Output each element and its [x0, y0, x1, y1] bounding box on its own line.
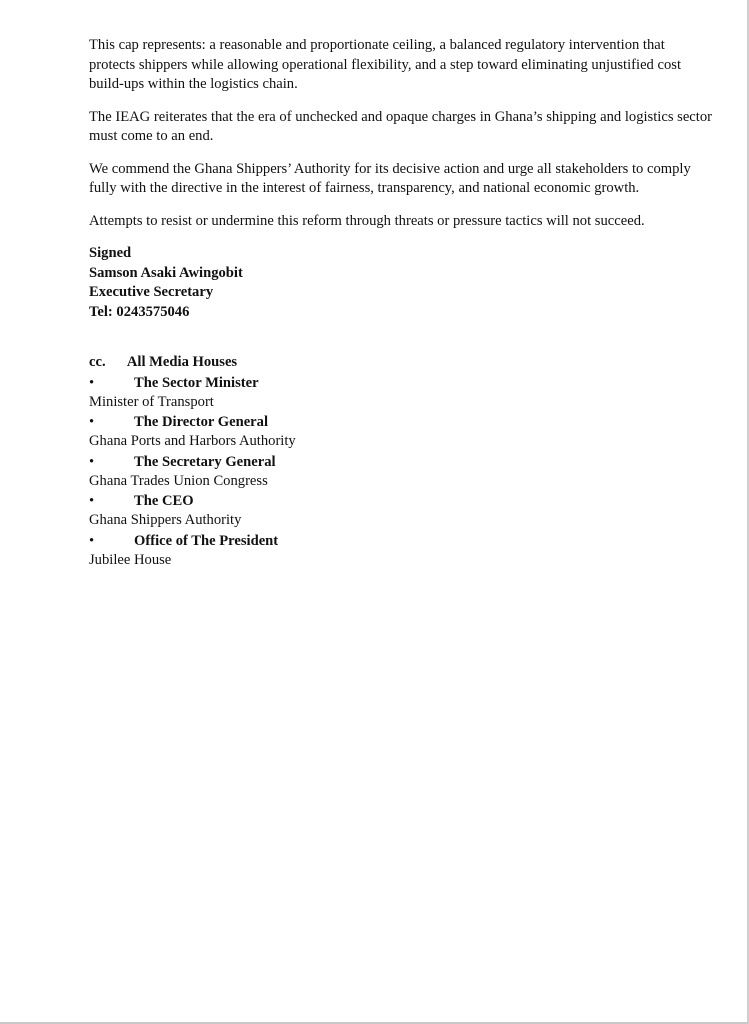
bullet: •: [89, 374, 95, 391]
signatory-position: Executive Secretary: [89, 284, 214, 300]
cc-heading: [89, 353, 714, 373]
cc-item-title: The Director General: [134, 414, 269, 430]
cc-first-recipient: All Media Houses: [126, 354, 238, 370]
cc-item-org: Ghana Trades Union Congress: [89, 472, 268, 489]
cc-item: [89, 412, 714, 452]
paragraph-attempts: Attempts to resist or undermine this reform through threats or pressure tactics will not succeed.: [89, 212, 645, 229]
cc-label: cc.: [89, 354, 106, 370]
bullet: •: [89, 453, 95, 470]
cc-item-org: Ghana Shippers Authority: [89, 512, 242, 528]
cc-item-org: Ghana Ports and Harbors Authority: [89, 433, 296, 449]
document-content: [89, 36, 714, 570]
signature-block: [89, 244, 714, 322]
bullet: •: [89, 493, 95, 509]
cc-item-title: Office of The President: [134, 532, 279, 549]
cc-item: [89, 373, 714, 413]
cc-item-org: Minister of Transport: [89, 393, 214, 410]
cc-item-title: The Secretary General: [134, 453, 276, 470]
bullet: •: [89, 532, 95, 549]
cc-item: [89, 491, 714, 531]
signatory-name: Samson Asaki Awingobit: [89, 264, 243, 281]
signed-label: Signed: [89, 245, 132, 261]
paragraph-cap: This cap represents: a reasonable and proportionate ceiling, a balanced regulatory intervention that protects shippers while allowing operational flexibility, and a step toward eliminating unjustified cost build-ups within the logistics chain.: [89, 37, 681, 92]
paragraph-commend: We commend the Ghana Shippers’ Authority for its decisive action and urge all stakeholders to comply fully with the directive in the interest of fairness, transparency, and national economic growth.: [89, 160, 691, 196]
cc-item: [89, 531, 714, 571]
signatory-tel: Tel: 0243575046: [89, 303, 190, 320]
bullet: •: [89, 414, 95, 430]
cc-item: [89, 452, 714, 492]
cc-item-org: Jubilee House: [89, 551, 172, 568]
paragraph-ieag: The IEAG reiterates that the era of unchecked and opaque charges in Ghana’s shipping and logistics sector must come to an end.: [89, 108, 712, 144]
cc-item-title: The Sector Minister: [134, 374, 259, 391]
cc-list: [89, 353, 714, 570]
cc-item-title: The CEO: [134, 493, 194, 509]
